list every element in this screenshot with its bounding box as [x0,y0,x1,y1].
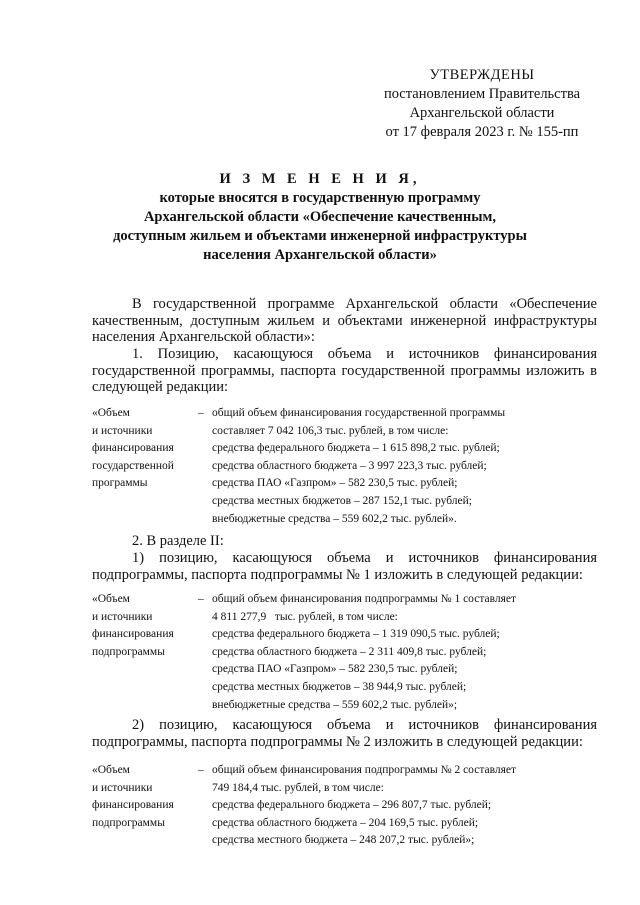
value-line: средства местных бюджетов – 38 944,9 тыс. рублей; [212,680,467,693]
label-line: и источники [92,610,153,623]
approval-line: Архангельской области [409,105,555,121]
value-line: внебюджетные средства – 559 602,2 тыс. рублей». [212,512,457,525]
title-line: доступным жильем и объектами инженерной инфраструктуры [113,228,527,244]
value-line: составляет 7 042 106,3 тыс. рублей, в том числе: [212,424,449,437]
item-2-1-paragraph: 1) позицию, касающуюся объема и источников финансирования подпрограммы, паспорта подпрограммы № 1 изложить в следующей редакции: [92,550,597,583]
table-label [92,762,192,832]
label-line: и источники [92,424,153,437]
table-dash: – [198,593,204,605]
label-line: государственной [92,459,174,472]
value-line: средства местных бюджетов – 287 152,1 тыс. рублей; [212,494,472,507]
label-line: «Объем [92,764,130,776]
label-line: и источники [92,781,153,794]
label-line: «Объем [92,593,130,605]
value-line: средства областного бюджета – 2 311 409,8 тыс. рублей; [212,645,487,658]
title-line: которые вносятся в государственную программу [159,190,481,206]
intro-paragraph: В государственной программе Архангельской области «Обеспечение качественным, доступным жильем и объектами инженерной инфраструктуры населения Архангельской области»: [92,296,597,345]
value-line: средства федерального бюджета – 1 615 898,2 тыс. рублей; [212,442,500,455]
label-line: подпрограммы [92,645,165,658]
approval-line: постановлением Правительства [383,86,581,102]
value-line: общий объем финансирования государственной программы [212,407,506,419]
value-line: общий объем финансирования подпрограммы № 2 составляет [212,764,517,776]
table-values [212,591,602,714]
table-values [212,762,602,850]
label-line: финансирования [92,442,174,455]
label-line: подпрограммы [92,816,165,829]
label-line: «Объем [92,407,130,419]
item-2-2-paragraph: 2) позицию, касающуюся объема и источников финансирования подпрограммы, паспорта подпрограммы № 2 изложить в следующей редакции: [92,717,597,750]
label-line: финансирования [92,628,174,641]
title-line: Архангельской области «Обеспечение качественным, [143,209,497,225]
table-dash: – [198,407,204,419]
label-line: программы [92,477,148,490]
title-heading: И З М Е Н Е Н И Я, [219,171,421,187]
item-1-paragraph: 1. Позицию, касающуюся объема и источников финансирования государственной программы, паспорта государственной программы изложить в следующей редакции: [92,346,597,395]
approval-header: УТВЕРЖДЕНЫ [429,67,535,83]
label-line: финансирования [92,799,174,812]
value-line: средства федерального бюджета – 1 319 090,5 тыс. рублей; [212,628,500,641]
value-line: средства местного бюджета – 248 207,2 тыс. рублей»; [212,834,475,847]
value-line: средства федерального бюджета – 296 807,7 тыс. рублей; [212,799,492,812]
table-values [212,405,602,528]
title-line: населения Архангельской области» [203,247,437,263]
value-line: средства областного бюджета – 3 997 223,3 тыс. рублей; [212,459,487,472]
value-line: общий объем финансирования подпрограммы № 1 составляет [212,593,517,605]
value-line: средства областного бюджета – 204 169,5 тыс. рублей; [212,816,479,829]
item-2-heading: 2. В разделе II: [132,533,224,549]
approval-stamp [372,66,592,142]
table-label [92,591,192,661]
value-line: средства ПАО «Газпром» – 582 230,5 тыс. рублей; [212,477,458,490]
value-line: 4 811 277,9 тыс. рублей, в том числе: [212,610,398,623]
table-label [92,405,192,493]
value-line: 749 184,4 тыс. рублей, в том числе: [212,781,384,794]
document-title [60,170,580,265]
approval-date-line: от 17 февраля 2023 г. № 155-пп [385,124,579,140]
value-line: внебюджетные средства – 559 602,2 тыс. рублей»; [212,698,458,711]
value-line: средства ПАО «Газпром» – 582 230,5 тыс. рублей; [212,663,458,676]
table-dash: – [198,764,204,776]
